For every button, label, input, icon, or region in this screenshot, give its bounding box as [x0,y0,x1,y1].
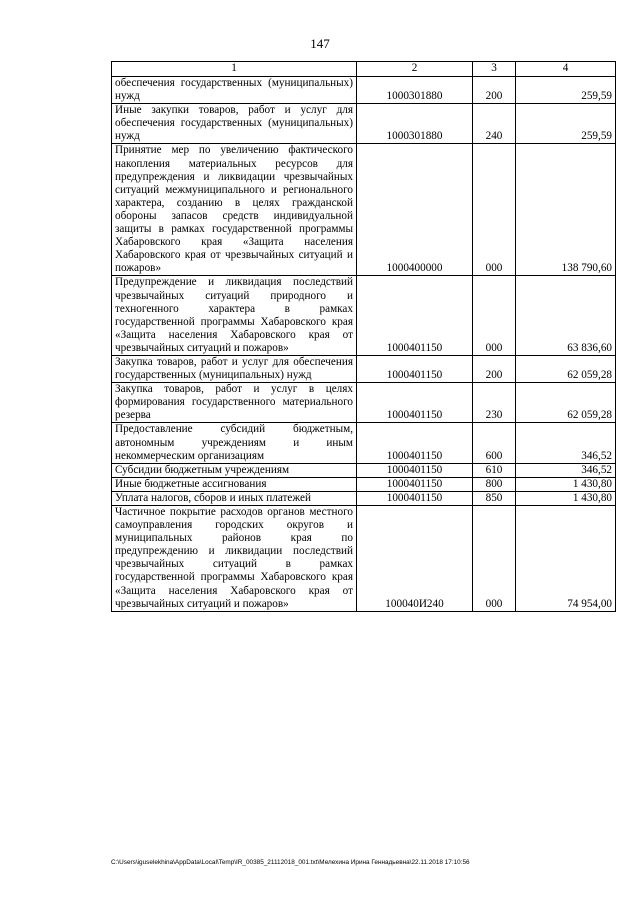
row-code: 1000401150 [357,276,473,356]
table-header-row [112,62,616,77]
table-row [112,383,616,423]
table-row [112,355,616,382]
row-expense-type: 850 [473,491,516,505]
table-row [112,423,616,463]
row-amount: 74 954,00 [516,506,616,612]
row-amount: 346,52 [516,463,616,477]
row-amount: 1 430,80 [516,491,616,505]
table-row [112,506,616,612]
row-amount: 62 059,28 [516,355,616,382]
table-row [112,144,616,276]
row-expense-type: 200 [473,77,516,104]
row-code: 100040И240 [357,506,473,612]
table-row [112,276,616,356]
row-code: 1000301880 [357,77,473,104]
row-description: Предупреждение и ликвидация последствий чрезвычайных ситуаций природного и техногенного характера в рамках государственной программы Хабаровского края «Защита населения Хабаровского края от чрезвычайных ситуаций и пожаров» [112,276,357,356]
row-description: Принятие мер по увеличению фактического накопления материальных ресурсов для предупреждения и ликвидации чрезвычайных ситуаций межмуниципального и регионального характера, созданию в целях гражданской обороны запасов средств индивидуальной защиты в рамках государственной программы Хабаровского края «Защита населения Хабаровского края от чрезвычайных ситуаций и пожаров» [112,144,357,276]
table-row [112,77,616,104]
row-code: 1000401150 [357,491,473,505]
row-expense-type: 000 [473,506,516,612]
row-expense-type: 000 [473,276,516,356]
row-description: Закупка товаров, работ и услуг в целях формирования государственного материального резерва [112,383,357,423]
row-amount: 259,59 [516,104,616,144]
table-row [112,463,616,477]
row-amount: 62 059,28 [516,383,616,423]
column-header: 4 [516,62,616,77]
page-number: 147 [310,36,330,51]
row-code: 1000401150 [357,383,473,423]
row-amount: 63 836,60 [516,276,616,356]
table-row [112,491,616,505]
row-expense-type: 800 [473,477,516,491]
budget-table [111,61,616,612]
row-amount: 138 790,60 [516,144,616,276]
file-path-footer: C:\Users\iguselekhina\AppData\Local\Temp\IR_00385_21112018_001.txt\Мелехина Ирина Геннадьевна\22.11.2018 17:10:56 [111,859,470,866]
column-header: 2 [357,62,473,77]
row-code: 1000401150 [357,463,473,477]
row-description: Иные закупки товаров, работ и услуг для обеспечения государственных (муниципальных) нужд [112,104,357,144]
row-description: Предоставление субсидий бюджетным, автономным учреждениям и иным некоммерческим организациям [112,423,357,463]
row-description: Иные бюджетные ассигнования [112,477,357,491]
row-description: Субсидии бюджетным учреждениям [112,463,357,477]
row-expense-type: 000 [473,144,516,276]
row-expense-type: 230 [473,383,516,423]
row-expense-type: 600 [473,423,516,463]
row-code: 1000401150 [357,423,473,463]
column-header: 3 [473,62,516,77]
row-amount: 259,59 [516,77,616,104]
row-code: 1000301880 [357,104,473,144]
row-code: 1000401150 [357,355,473,382]
row-description: обеспечения государственных (муниципальных) нужд [112,77,357,104]
row-code: 1000401150 [357,477,473,491]
row-amount: 346,52 [516,423,616,463]
row-expense-type: 240 [473,104,516,144]
row-description: Закупка товаров, работ и услуг для обеспечения государственных (муниципальных) нужд [112,355,357,382]
column-header: 1 [112,62,357,77]
row-description: Уплата налогов, сборов и иных платежей [112,491,357,505]
row-description: Частичное покрытие расходов органов местного самоуправления городских округов и муниципальных районов края по предупреждению и ликвидации последствий чрезвычайных ситуаций в рамках государственной программы Хабаровского края «Защита населения Хабаровского края от чрезвычайных ситуаций и пожаров» [112,506,357,612]
row-amount: 1 430,80 [516,477,616,491]
table-row [112,477,616,491]
row-code: 1000400000 [357,144,473,276]
table-row [112,104,616,144]
row-expense-type: 610 [473,463,516,477]
row-expense-type: 200 [473,355,516,382]
